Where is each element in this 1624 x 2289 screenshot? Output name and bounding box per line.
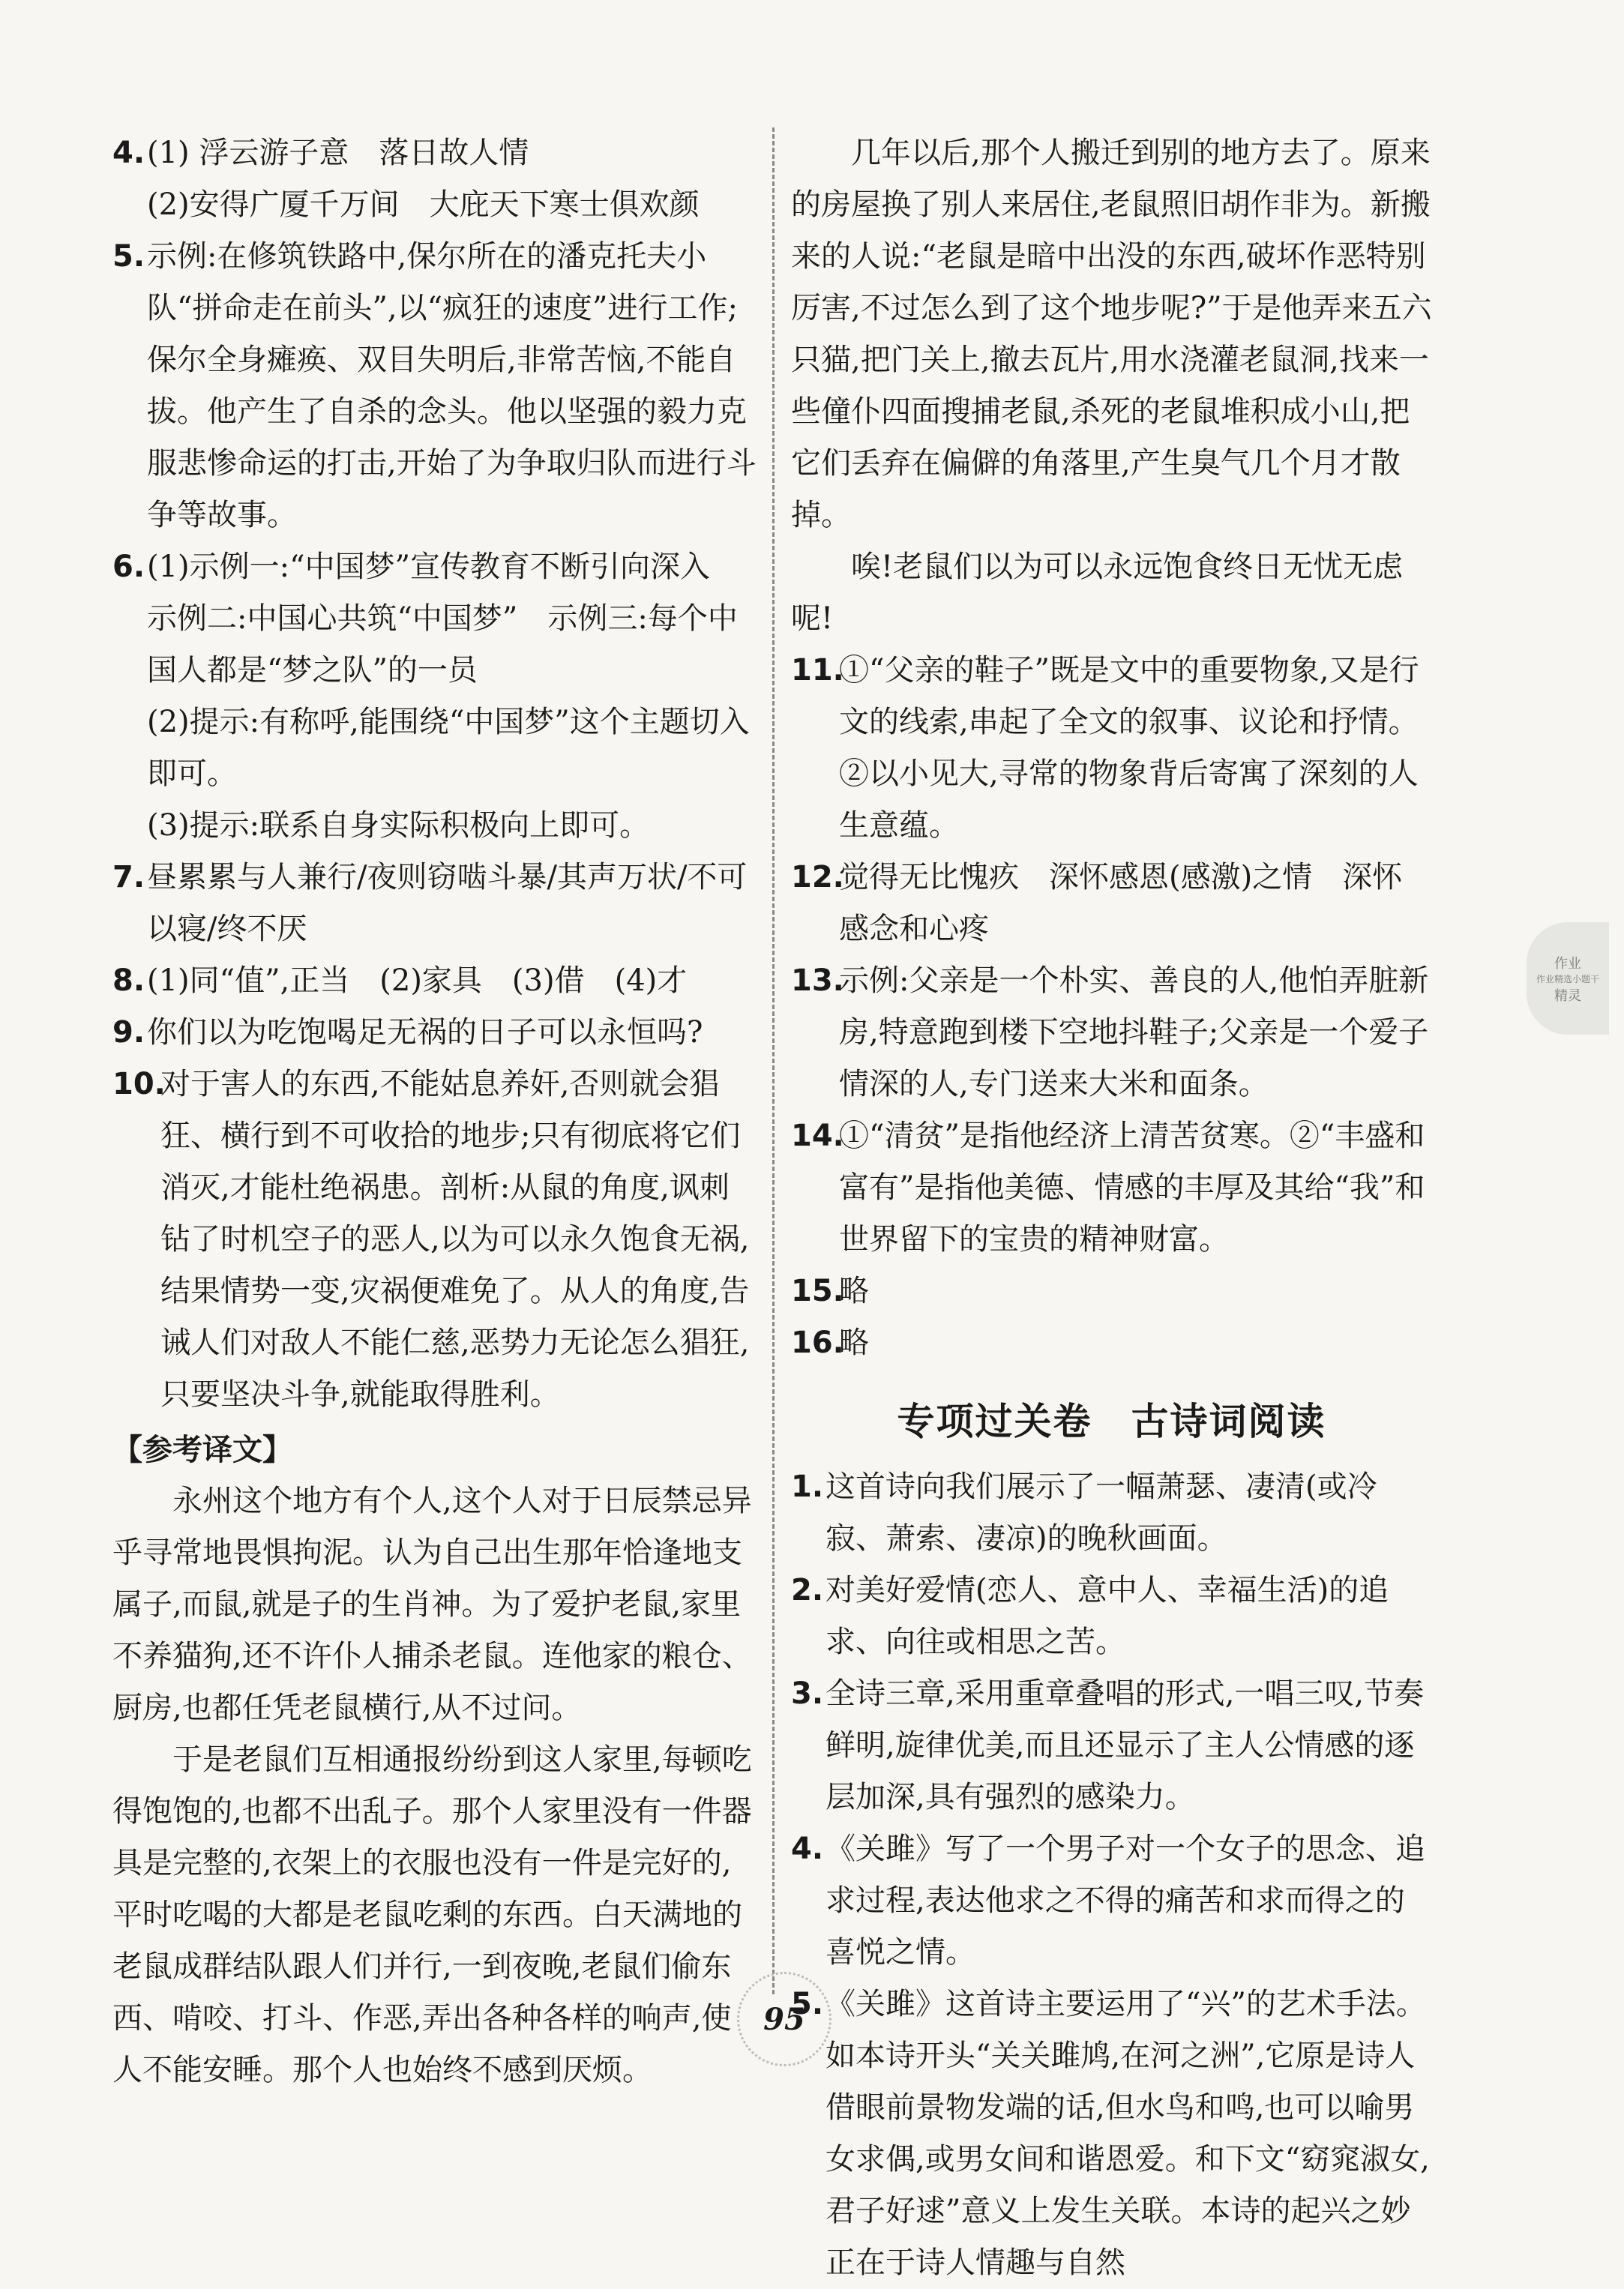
answer-number: 11. xyxy=(791,653,844,688)
answer-4 xyxy=(112,127,757,231)
answer-number: 13. xyxy=(791,963,844,998)
poetry-answer-4 xyxy=(791,1823,1432,1979)
answer-6 xyxy=(112,541,757,852)
answer-12 xyxy=(791,852,1432,955)
answer-number: 7. xyxy=(112,860,145,894)
answer-6-part2: (2)提示:有称呼,能围绕“中国梦”这个主题切入即可。 xyxy=(147,705,750,791)
answer-number: 1. xyxy=(791,1470,824,1504)
reference-paragraph-1: 永州这个地方有个人,这个人对于日辰禁忌异乎寻常地畏惧拘泥。认为自己出生那年恰逢地支属子,而鼠,就是子的生肖神。为了爱护老鼠,家里不养猫狗,还不许仆人捕杀老鼠。连他家的粮仓、厨房,也都任凭老鼠横行,从不过问。 xyxy=(112,1484,752,1725)
answer-13 xyxy=(791,955,1432,1110)
left-column xyxy=(112,127,757,2096)
reference-paragraph-3: 几年以后,那个人搬迁到别的地方去了。原来的房屋换了别人来居住,老鼠照旧胡作非为。新搬来的人说:“老鼠是暗中出没的东西,破坏作恶特别厉害,不过怎么到了这个地步呢?”于是他弄来五六只猫,把门关上,撤去瓦片,用水浇灌老鼠洞,找来一些僮仆四面搜捕老鼠,杀死的老鼠堆积成小山,把它们丢弃在偏僻的角落里,产生臭气几个月才散掉。 xyxy=(791,136,1432,532)
reference-translation-heading: 【参考译文】 xyxy=(112,1432,292,1467)
answer-number: 14. xyxy=(791,1119,844,1153)
side-tab-line3: 精灵 xyxy=(1554,987,1581,1004)
answer-10-text: 对于害人的东西,不能姑息养奸,否则就会猖狂、横行到不可收拾的地步;只有彻底将它们消灭,才能杜绝祸患。剖析:从鼠的角度,讽刺钻了时机空子的恶人,以为可以永久饱食无祸,结果情势一变,灾祸便难免了。从人的角度,告诫人们对敌人不能仁慈,恶势力无论怎么猖狂,只要坚决斗争,就能取得胜利。 xyxy=(160,1067,750,1412)
answer-11-text: ①“父亲的鞋子”既是文中的重要物象,又是行文的线索,串起了全文的叙事、议论和抒情。②以小见大,寻常的物象背后寄寓了深刻的人生意蕴。 xyxy=(839,653,1419,843)
answer-5 xyxy=(112,231,757,541)
answer-14-text: ①“清贫”是指他经济上清苦贫寒。②“丰盛和富有”是指他美德、情感的丰厚及其给“我”和世界留下的宝贵的精神财富。 xyxy=(839,1119,1425,1257)
side-tab-badge xyxy=(1527,922,1609,1035)
column-divider xyxy=(772,127,775,1994)
answer-16-text: 略 xyxy=(839,1326,869,1360)
answer-14 xyxy=(791,1110,1432,1266)
answer-number: 4. xyxy=(112,136,145,170)
answer-7 xyxy=(112,852,757,955)
answer-number: 10. xyxy=(112,1067,166,1101)
answer-number: 5. xyxy=(112,239,145,274)
section-title: 专项过关卷 古诗词阅读 xyxy=(897,1400,1326,1443)
reference-paragraph-4: 唉!老鼠们以为可以永远饱食终日无忧无虑呢! xyxy=(791,550,1404,636)
poetry-answer-3 xyxy=(791,1668,1432,1823)
answer-5-text: 示例:在修筑铁路中,保尔所在的潘克托夫小队“拼命走在前头”,以“疯狂的速度”进行工作;保尔全身瘫痪、双目失明后,非常苦恼,不能自拔。他产生了自杀的念头。他以坚强的毅力克服悲惨命运的打击,开始了为争取归队而进行斗争等故事。 xyxy=(147,239,757,532)
answer-number: 15. xyxy=(791,1274,844,1308)
answer-7-text: 昼累累与人兼行/夜则窃啮斗暴/其声万状/不可以寝/终不厌 xyxy=(147,860,748,946)
poetry-answer-4-text: 《关雎》写了一个男子对一个女子的思念、追求过程,表达他求之不得的痛苦和求而得之的喜悦之情。 xyxy=(825,1832,1425,1970)
right-column xyxy=(791,127,1432,2289)
answer-number: 3. xyxy=(791,1676,824,1711)
side-tab-line1: 作业 xyxy=(1554,955,1581,972)
answer-number: 5. xyxy=(791,1987,824,2021)
answer-16 xyxy=(791,1317,1432,1369)
answer-11 xyxy=(791,645,1432,852)
answer-12-text: 觉得无比愧疚 深怀感恩(感激)之情 深怀感念和心疼 xyxy=(839,860,1403,946)
answer-4-line2: (2)安得广厦千万间 大庇天下寒士俱欢颜 xyxy=(147,187,700,222)
answer-15 xyxy=(791,1266,1432,1317)
answer-13-text: 示例:父亲是一个朴实、善良的人,他怕弄脏新房,特意跑到楼下空地抖鞋子;父亲是一个爱子情深的人,专门送来大米和面条。 xyxy=(839,963,1429,1101)
reference-paragraph-2: 于是老鼠们互相通报纷纷到这人家里,每顿吃得饱饱的,也都不出乱子。那个人家里没有一件器具是完整的,衣架上的衣服也没有一件是完好的,平时吃喝的大都是老鼠吃剩的东西。白天满地的老鼠成群结队跟人们并行,一到夜晚,老鼠们偷东西、啃咬、打斗、作恶,弄出各种各样的响声,使人不能安睡。那个人也始终不感到厌烦。 xyxy=(112,1742,752,2087)
answer-number: 4. xyxy=(791,1832,824,1866)
poetry-answer-1-text: 这首诗向我们展示了一幅萧瑟、凄清(或冷寂、萧索、凄凉)的晚秋画面。 xyxy=(825,1470,1377,1556)
answer-9 xyxy=(112,1007,757,1059)
answer-number: 8. xyxy=(112,963,145,998)
answer-10 xyxy=(112,1059,757,1421)
answer-4-line1: (1) 浮云游子意 落日故人情 xyxy=(147,136,529,170)
page-number: 95 xyxy=(737,1972,831,2066)
answer-number: 9. xyxy=(112,1015,145,1050)
side-tab-line2: 作业精选小题干 xyxy=(1536,973,1599,984)
answer-number: 6. xyxy=(112,550,145,584)
answer-9-text: 你们以为吃饱喝足无祸的日子可以永恒吗? xyxy=(147,1015,703,1050)
answer-8 xyxy=(112,955,757,1007)
poetry-answer-5-text: 《关雎》这首诗主要运用了“兴”的艺术手法。如本诗开头“关关雎鸠,在河之洲”,它原是诗人借眼前景物发端的话,但水鸟和鸣,也可以喻男女求偶,或男女间和谐恩爱。和下文“窈窕淑女,君子好逑”意义上发生关联。本诗的起兴之妙正在于诗人情趣与自然 xyxy=(825,1987,1430,2280)
answer-8-text: (1)同“值”,正当 (2)家具 (3)借 (4)才 xyxy=(147,963,688,998)
answer-number: 2. xyxy=(791,1573,824,1607)
poetry-answer-3-text: 全诗三章,采用重章叠唱的形式,一唱三叹,节奏鲜明,旋律优美,而且还显示了主人公情感的逐层加深,具有强烈的感染力。 xyxy=(825,1676,1425,1814)
poetry-answer-2 xyxy=(791,1565,1432,1668)
answer-number: 12. xyxy=(791,860,844,894)
poetry-answer-5 xyxy=(791,1979,1432,2289)
poetry-answer-2-text: 对美好爱情(恋人、意中人、幸福生活)的追求、向往或相思之苦。 xyxy=(825,1573,1389,1659)
answer-15-text: 略 xyxy=(839,1274,869,1308)
answer-6-part1: (1)示例一:“中国梦”宣传教育不断引向深入 示例二:中国心共筑“中国梦” 示例三:每个中国人都是“梦之队”的一员 xyxy=(147,550,741,688)
poetry-answer-1 xyxy=(791,1461,1432,1565)
answer-number: 16. xyxy=(791,1326,844,1360)
answer-6-part3: (3)提示:联系自身实际积极向上即可。 xyxy=(147,808,650,843)
